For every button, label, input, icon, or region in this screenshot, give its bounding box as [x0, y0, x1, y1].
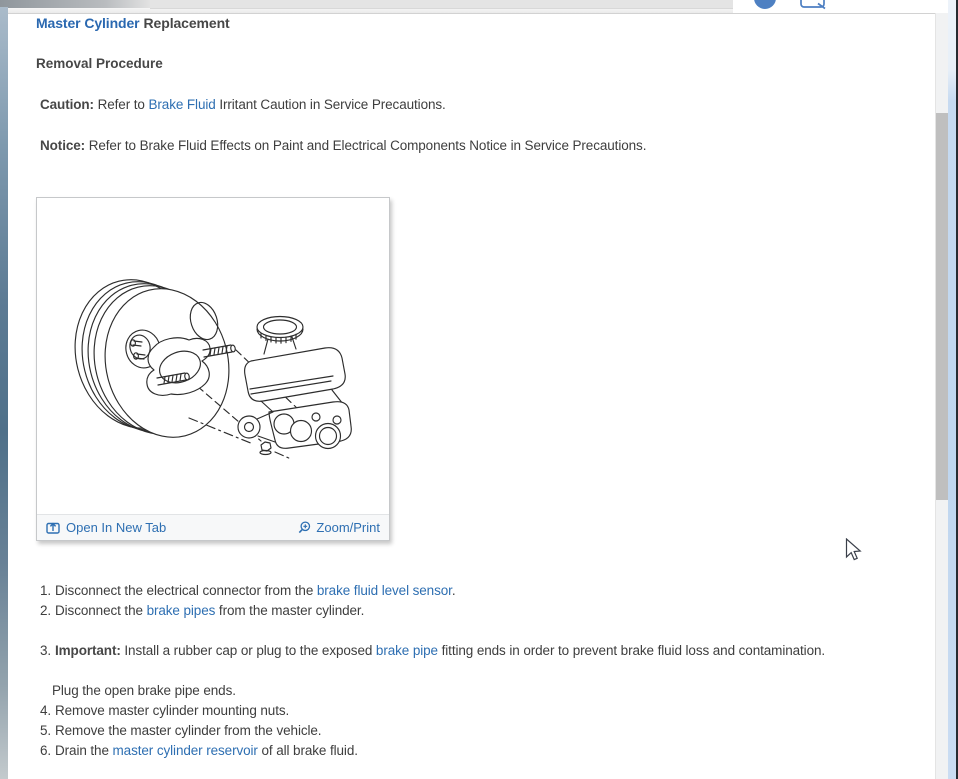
text-run: fitting ends in order to prevent brake fluid loss and contamination. — [437, 643, 826, 658]
text-run: Refer to — [93, 97, 149, 112]
external-link-icon — [46, 521, 61, 534]
toolbar-middle-segment — [150, 0, 733, 9]
step-6 — [0, 741, 930, 761]
step-3-note — [0, 681, 930, 701]
text-run: Disconnect the — [55, 603, 147, 618]
outer-window-scrollbar[interactable] — [948, 0, 956, 779]
scrollbar-thumb[interactable] — [936, 113, 948, 500]
zoom-in-icon — [298, 521, 311, 534]
step-number: 3. — [40, 643, 52, 658]
master-cylinder-illustration — [37, 198, 389, 514]
text-run: Remove the master cylinder from the vehicle. — [55, 723, 322, 738]
inline-link[interactable]: Brake Fluid — [148, 97, 216, 112]
top-toolbar — [0, 0, 935, 14]
title-rest: Replacement — [143, 15, 230, 31]
step-2 — [0, 601, 930, 621]
open-in-new-tab-label: Open In New Tab — [66, 520, 167, 535]
procedure-steps — [0, 581, 930, 761]
text-run: Caution: — [40, 97, 94, 112]
text-run: Disconnect the electrical connector from the — [55, 583, 317, 598]
document-tool-icon[interactable] — [799, 0, 827, 10]
section-heading: Removal Procedure — [36, 56, 163, 71]
text-run: . — [451, 583, 456, 598]
zoom-print-link[interactable] — [298, 520, 380, 535]
text-run: Irritant Caution in Service Precautions. — [215, 97, 446, 112]
step-number: 1. — [40, 583, 52, 598]
step-3 — [0, 641, 930, 661]
figure-toolbar — [37, 514, 389, 540]
mouse-cursor-icon — [845, 538, 863, 563]
inline-link[interactable]: brake pipe — [375, 643, 438, 658]
text-run: Remove master cylinder mounting nuts. — [55, 703, 290, 718]
step-1 — [0, 581, 930, 601]
page-title — [36, 15, 230, 31]
notice-paragraph — [40, 138, 646, 153]
step-5 — [0, 721, 930, 741]
zoom-print-label: Zoom/Print — [316, 520, 380, 535]
toolbar-left-segment — [0, 0, 150, 8]
inline-link[interactable]: brake pipes — [146, 603, 216, 618]
inline-link[interactable]: master cylinder reservoir — [112, 743, 258, 758]
step-number: 6. — [40, 743, 52, 758]
title-link[interactable]: Master Cylinder — [36, 15, 140, 31]
text-run: from the master cylinder. — [215, 603, 365, 618]
text-run: Drain the — [55, 743, 113, 758]
step-number: 2. — [40, 603, 52, 618]
text-run: Refer to Brake Fluid Effects on Paint and Electrical Components Notice in Service Precautions. — [85, 138, 647, 153]
step-number: 4. — [40, 703, 52, 718]
open-in-new-tab-link[interactable] — [46, 520, 166, 535]
inline-link[interactable]: brake fluid level sensor — [316, 583, 452, 598]
text-run: Notice: — [40, 138, 86, 153]
text-run: Plug the open brake pipe ends. — [52, 683, 236, 698]
step-number: 5. — [40, 723, 52, 738]
figure-panel — [36, 197, 390, 541]
text-run: Install a rubber cap or plug to the exposed — [120, 643, 376, 658]
step-4 — [0, 701, 930, 721]
text-run: Important: — [55, 643, 121, 658]
caution-paragraph — [40, 97, 446, 112]
text-run: of all brake fluid. — [257, 743, 358, 758]
